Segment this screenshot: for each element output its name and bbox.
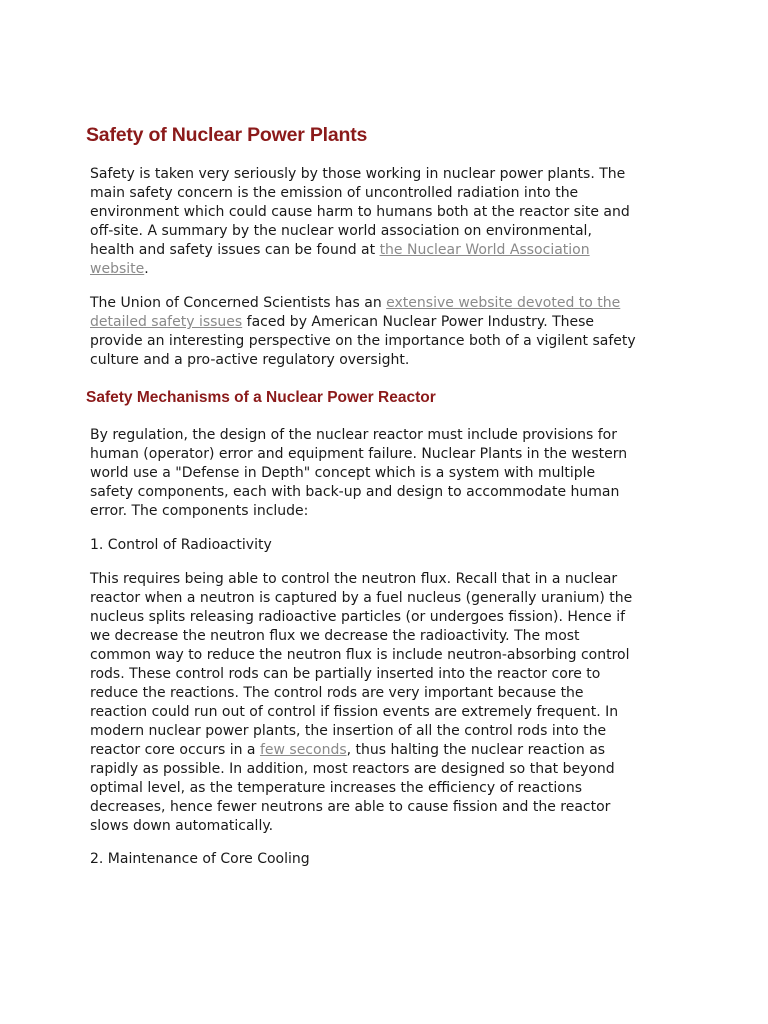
list-item-control-of-radioactivity xyxy=(90,536,690,555)
text-fragment: . xyxy=(144,261,149,277)
text-line: reaction could run out of control if fission events are extremely frequent. In xyxy=(90,704,619,720)
text-line: decreases, hence fewer neutrons are able to cause fission and the reactor xyxy=(90,799,611,815)
text-line: rods. These control rods can be partially inserted into the reactor core to xyxy=(90,666,601,682)
text-line: optimal level, as the temperature increases the efficiency of reactions xyxy=(90,780,583,796)
text-line: nucleus splits releasing radioactive particles (or undergoes fission). Hence if xyxy=(90,609,626,625)
text-line xyxy=(90,294,690,313)
ucs-safety-website-link[interactable]: extensive website devoted to the xyxy=(386,295,621,311)
text-line: error. The components include: xyxy=(90,503,309,519)
intro-paragraph-1 xyxy=(90,165,690,279)
text-line xyxy=(90,260,690,279)
text-line: reduce the reactions. The control rods are very important because the xyxy=(90,685,584,701)
section-heading: Safety Mechanisms of a Nuclear Power Reactor xyxy=(86,389,436,406)
list-item-core-cooling xyxy=(90,850,690,869)
nuclear-world-association-link[interactable]: the Nuclear World Association xyxy=(379,242,590,258)
text-line: reactor when a neutron is captured by a fuel nucleus (generally uranium) the xyxy=(90,590,633,606)
text-line: provide an interesting perspective on the importance both of a vigilent safety xyxy=(90,333,636,349)
text-line: environment which could cause harm to humans both at the reactor site and xyxy=(90,204,630,220)
text-line xyxy=(90,313,690,332)
ucs-safety-website-link-cont[interactable]: detailed safety issues xyxy=(90,314,243,330)
text-line xyxy=(90,741,690,760)
text-fragment: reactor core occurs in a xyxy=(90,742,260,758)
radioactivity-paragraph xyxy=(90,570,690,836)
text-line: human (operator) error and equipment failure. Nuclear Plants in the western xyxy=(90,446,628,462)
text-line: rapidly as possible. In addition, most reactors are designed so that beyond xyxy=(90,761,615,777)
text-line: safety components, each with back-up and design to accommodate human xyxy=(90,484,620,500)
text-line: slows down automatically. xyxy=(90,818,274,834)
text-line: off-site. A summary by the nuclear world association on environmental, xyxy=(90,223,592,239)
few-seconds-link[interactable]: few seconds xyxy=(259,742,347,758)
text-line: 2. Maintenance of Core Cooling xyxy=(90,851,310,867)
text-line: Safety is taken very seriously by those working in nuclear power plants. The xyxy=(90,166,626,182)
text-fragment: The Union of Concerned Scientists has an xyxy=(90,295,387,311)
page-title: Safety of Nuclear Power Plants xyxy=(86,124,368,146)
regulation-paragraph xyxy=(90,426,690,521)
text-line: world use a "Defense in Depth" concept which is a system with multiple xyxy=(90,465,596,481)
intro-paragraph-2 xyxy=(90,294,690,370)
text-line: culture and a pro-active regulatory oversight. xyxy=(90,352,410,368)
text-line: we decrease the neutron flux we decrease the radioactivity. The most xyxy=(90,628,580,644)
text-fragment: , thus halting the nuclear reaction as xyxy=(346,742,606,758)
text-line: modern nuclear power plants, the insertion of all the control rods into the xyxy=(90,723,607,739)
text-fragment: health and safety issues can be found at xyxy=(90,242,380,258)
nuclear-world-association-link-cont[interactable]: website xyxy=(90,261,145,277)
text-line: common way to reduce the neutron flux is include neutron-absorbing control xyxy=(90,647,630,663)
text-line: By regulation, the design of the nuclear reactor must include provisions for xyxy=(90,427,617,443)
text-line xyxy=(90,241,690,260)
text-fragment: faced by American Nuclear Power Industry. These xyxy=(242,314,595,330)
text-line: 1. Control of Radioactivity xyxy=(90,537,272,553)
text-line: main safety concern is the emission of uncontrolled radiation into the xyxy=(90,185,579,201)
text-line: This requires being able to control the neutron flux. Recall that in a nuclear xyxy=(90,571,618,587)
